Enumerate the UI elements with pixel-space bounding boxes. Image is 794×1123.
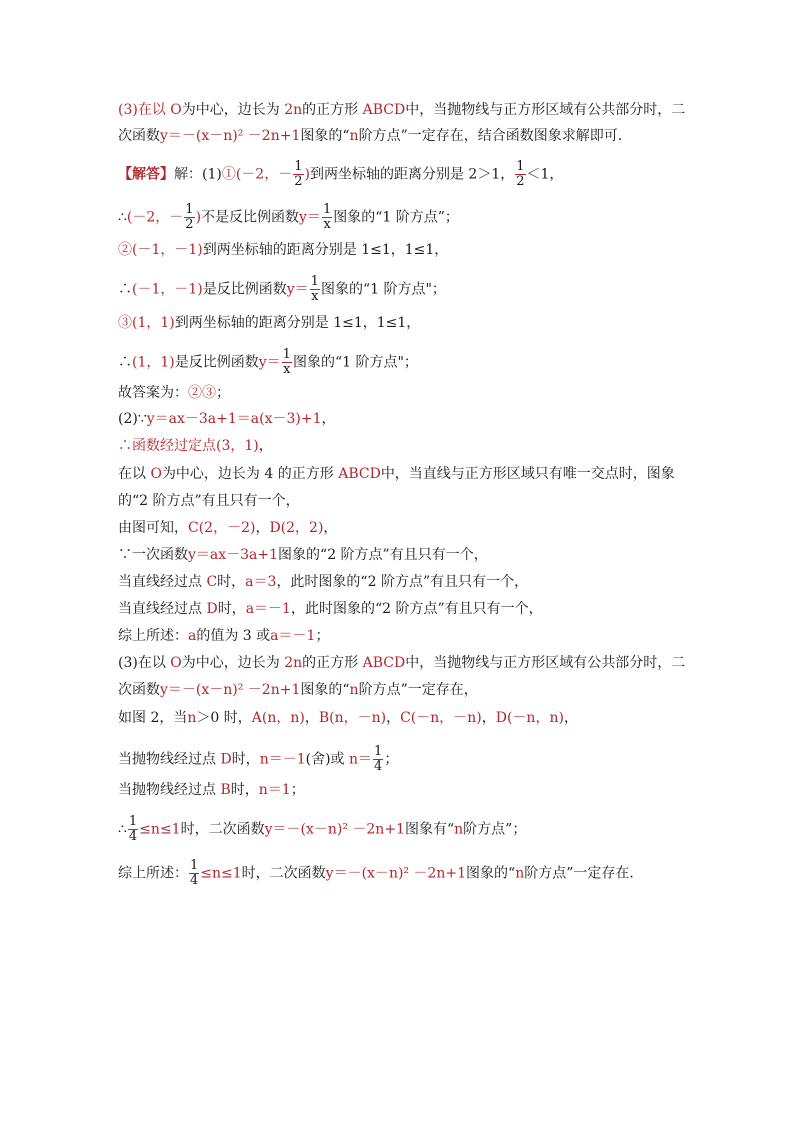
text-line xyxy=(118,203,459,232)
text-segment: 时，二次函数 xyxy=(180,821,265,838)
text-segment: 综上所述： xyxy=(118,865,188,882)
fraction-denominator: x xyxy=(323,217,331,232)
text-segment: 图象的“2 阶方点”有且只有一个， xyxy=(278,547,488,563)
text-segment: 为中心，边长为 4 的正方形 xyxy=(161,466,339,482)
text-segment: (2)∵ xyxy=(118,411,147,427)
text-segment: ∴ xyxy=(118,821,127,838)
text-segment: 2n xyxy=(284,655,303,671)
text-segment: 不是反比例函数 xyxy=(201,209,300,226)
text-segment: a＝－1 xyxy=(245,601,291,617)
text-segment: D(－n，n) xyxy=(495,710,564,726)
text-line xyxy=(118,241,448,259)
text-segment: 2n xyxy=(284,102,303,118)
text-line xyxy=(118,573,528,591)
text-segment: ； xyxy=(216,385,230,401)
text-segment: (3)在以 xyxy=(118,655,171,671)
text-segment: n xyxy=(349,128,359,144)
fraction-numerator: 1 xyxy=(516,159,525,174)
text-segment: ， xyxy=(563,710,578,726)
fraction-numerator: 1 xyxy=(190,858,199,873)
text-segment: ； xyxy=(384,751,399,768)
text-segment: 的值为 3 或 xyxy=(196,628,271,644)
text-segment: 时， xyxy=(231,751,260,768)
text-segment: 时， xyxy=(230,782,259,798)
text-segment: 在以 xyxy=(118,466,151,482)
text-line xyxy=(118,681,478,699)
text-segment: n xyxy=(454,821,464,838)
text-segment: n xyxy=(515,865,525,882)
text-segment: ， xyxy=(304,710,319,726)
text-segment: 阶方点”一定存在，结合函数图象求解即可． xyxy=(358,128,632,144)
text-line xyxy=(118,160,563,189)
text-segment: 图象的“1 阶方点"； xyxy=(320,281,446,298)
text-segment: ， xyxy=(323,520,338,536)
text-segment: 的正方形 xyxy=(302,655,363,671)
text-segment: y＝ax－3a+1 xyxy=(188,547,279,563)
text-segment: ≤n≤1 xyxy=(200,865,242,882)
text-segment: ， xyxy=(386,710,401,726)
text-segment: 当直线经过点 xyxy=(118,574,207,590)
text-segment: 是反比例函数 xyxy=(202,281,287,298)
text-segment: y＝－(x－n)² －2n+1 xyxy=(160,128,301,144)
text-line xyxy=(118,465,675,483)
text-segment: (1，1) xyxy=(132,315,175,331)
text-segment: ∴ xyxy=(118,209,127,226)
text-segment: y＝－(x－n)² －2n+1 xyxy=(160,682,301,698)
fraction xyxy=(293,160,303,189)
text-segment: B(n，－n) xyxy=(318,710,387,726)
fraction-numerator: 1 xyxy=(185,202,194,217)
text-segment: ABCD xyxy=(338,466,381,482)
text-segment: 时， xyxy=(217,574,246,590)
text-segment: ∵一次函数 xyxy=(118,547,188,563)
text-line xyxy=(118,384,230,402)
text-segment: ， xyxy=(255,520,270,536)
text-segment: 次函数 xyxy=(118,128,160,144)
text-segment: y＝ xyxy=(258,354,281,371)
text-segment: n＝ xyxy=(349,751,373,768)
fraction-denominator: x xyxy=(283,362,291,377)
text-segment: ③ xyxy=(118,315,132,331)
text-segment: 如图 2，当 xyxy=(118,710,188,726)
text-line xyxy=(118,815,526,844)
text-segment: 阶方点”； xyxy=(463,821,527,838)
fraction-numerator: 1 xyxy=(374,744,383,759)
text-segment: C xyxy=(206,574,218,590)
text-line xyxy=(118,546,488,564)
text-segment: 由图可知， xyxy=(118,520,188,536)
text-segment: 的“2 阶方点”有且只有一个， xyxy=(118,493,300,509)
answer-heading: 【解答】 xyxy=(118,166,174,183)
text-segment: ＜1， xyxy=(526,166,564,183)
text-segment: 图象的“ xyxy=(300,682,350,698)
text-segment: O xyxy=(170,655,182,671)
text-segment: ， xyxy=(258,438,273,454)
fraction-numerator: 1 xyxy=(310,274,319,289)
fraction-denominator: 2 xyxy=(185,217,194,232)
fraction xyxy=(515,160,525,189)
fraction xyxy=(373,745,383,774)
text-segment: D xyxy=(220,751,232,768)
text-line xyxy=(118,314,420,332)
text-segment: (3)在以 xyxy=(118,102,171,118)
text-line xyxy=(118,410,336,428)
text-segment: y＝－(x－n)² －2n+1 xyxy=(325,865,467,882)
text-segment: ≤n≤1 xyxy=(139,821,181,838)
text-segment: B xyxy=(220,782,231,798)
text-line xyxy=(118,781,305,799)
text-segment: C(－n，－n) xyxy=(400,710,482,726)
text-segment: n＝－1 xyxy=(259,751,306,768)
text-segment: 次函数 xyxy=(118,682,160,698)
text-segment: (－2，－ xyxy=(126,209,184,226)
text-segment: 阶方点”一定存在． xyxy=(524,865,644,882)
text-segment: ∴函数经过定点(3，1) xyxy=(118,438,259,454)
text-segment: ABCD xyxy=(362,102,406,118)
text-segment: n xyxy=(187,710,197,726)
text-segment: ) xyxy=(195,209,202,226)
text-line xyxy=(118,745,398,774)
text-segment: ABCD xyxy=(362,655,406,671)
text-segment: ∴ xyxy=(118,354,132,371)
fraction-denominator: x xyxy=(311,289,319,304)
text-segment: 图象的“ xyxy=(300,128,350,144)
text-segment: 图象有“ xyxy=(404,821,455,838)
fraction xyxy=(282,348,292,377)
text-segment: 时， xyxy=(217,601,246,617)
text-line xyxy=(118,437,273,455)
text-segment: 图象的“1 阶方点”； xyxy=(333,209,459,226)
text-segment: y＝ xyxy=(299,209,321,226)
text-segment: 中，当直线与正方形区域只有唯一交点时，图象 xyxy=(380,466,675,482)
fraction xyxy=(310,275,320,304)
fraction xyxy=(128,815,138,844)
text-segment: ＞0 时， xyxy=(196,710,252,726)
text-line xyxy=(118,627,329,645)
text-segment: 到两坐标轴的距离分别是 1≤1，1≤1， xyxy=(174,315,421,331)
text-segment: 阶方点”一定存在， xyxy=(358,682,478,698)
fraction-denominator: 4 xyxy=(128,829,138,844)
text-segment: (1，1) xyxy=(132,354,175,371)
text-segment: C(2，－2) xyxy=(188,520,256,536)
text-segment: 当直线经过点 xyxy=(118,601,207,617)
fraction-denominator: 2 xyxy=(294,174,303,189)
text-segment: n xyxy=(349,682,359,698)
text-segment: O xyxy=(150,466,162,482)
text-segment: 中，当抛物线与正方形区域有公共部分时，二 xyxy=(405,102,686,118)
text-line xyxy=(118,101,685,119)
fraction-denominator: 2 xyxy=(516,174,525,189)
text-segment: 解：(1) xyxy=(174,166,222,183)
text-segment: 为中心，边长为 xyxy=(181,655,285,671)
text-segment: 是反比例函数 xyxy=(174,354,259,371)
fraction xyxy=(189,859,199,888)
text-segment: 当抛物线经过点 xyxy=(118,751,221,768)
text-segment: D xyxy=(206,601,218,617)
text-segment: ∴ xyxy=(118,281,132,298)
text-line xyxy=(118,600,543,618)
text-segment: O xyxy=(170,102,182,118)
fraction-denominator: 4 xyxy=(190,873,199,888)
text-segment: ， xyxy=(481,710,496,726)
text-segment: 的正方形 xyxy=(302,102,363,118)
text-segment: y＝ax－3a+1＝a(x－3)+1 xyxy=(146,411,322,427)
text-line xyxy=(118,127,632,145)
text-segment: (－1，－1) xyxy=(132,242,203,258)
text-line xyxy=(118,519,337,537)
text-segment: 中，当抛物线与正方形区域有公共部分时，二 xyxy=(405,655,686,671)
text-segment: ) xyxy=(304,166,310,183)
text-segment: y＝ xyxy=(286,281,309,298)
text-segment: (舍)或 xyxy=(305,751,349,768)
text-line xyxy=(118,709,578,727)
text-segment: 图象的“ xyxy=(466,865,516,882)
text-segment: D(2，2) xyxy=(269,520,324,536)
text-segment: 到两坐标轴的距离分别是 2＞1， xyxy=(309,166,515,183)
text-line xyxy=(118,859,643,888)
fraction xyxy=(184,203,194,232)
fraction-denominator: 4 xyxy=(374,759,383,774)
text-segment: 综上所述： xyxy=(118,628,188,644)
text-segment: n＝1 xyxy=(258,782,291,798)
fraction-numerator: 1 xyxy=(294,159,303,174)
text-segment: 图象的“1 阶方点"； xyxy=(292,354,418,371)
text-segment: (－1，－1) xyxy=(132,281,203,298)
text-segment: ① xyxy=(221,166,236,183)
text-segment: 为中心，边长为 xyxy=(181,102,285,118)
fraction-numerator: 1 xyxy=(322,202,332,217)
text-segment: a＝3 xyxy=(245,574,277,590)
text-segment: ，此时图象的“2 阶方点”有且只有一个， xyxy=(276,574,529,590)
text-segment: a＝－1 xyxy=(270,628,316,644)
text-line xyxy=(118,654,685,672)
text-segment: ； xyxy=(315,628,330,644)
text-segment: 时，二次函数 xyxy=(241,865,326,882)
text-segment: 到两坐标轴的距离分别是 1≤1，1≤1， xyxy=(202,242,449,258)
text-line xyxy=(118,348,418,377)
text-segment: a xyxy=(188,628,197,644)
fraction-numerator: 1 xyxy=(282,347,291,362)
text-segment: ； xyxy=(290,782,305,798)
text-segment: 故答案为： xyxy=(118,385,188,401)
text-segment: A(n，n) xyxy=(251,710,305,726)
text-line xyxy=(118,492,300,510)
text-segment: ，此时图象的“2 阶方点”有且只有一个， xyxy=(290,601,543,617)
fraction-numerator: 1 xyxy=(128,814,138,829)
fraction xyxy=(322,203,332,232)
text-segment: ② xyxy=(118,242,132,258)
text-segment: 当抛物线经过点 xyxy=(118,782,221,798)
text-segment: y＝－(x－n)² －2n+1 xyxy=(264,821,405,838)
text-segment: (－2，－ xyxy=(235,166,293,183)
text-segment: ， xyxy=(321,411,336,427)
text-segment: ②③ xyxy=(188,385,216,401)
text-line xyxy=(118,275,446,304)
